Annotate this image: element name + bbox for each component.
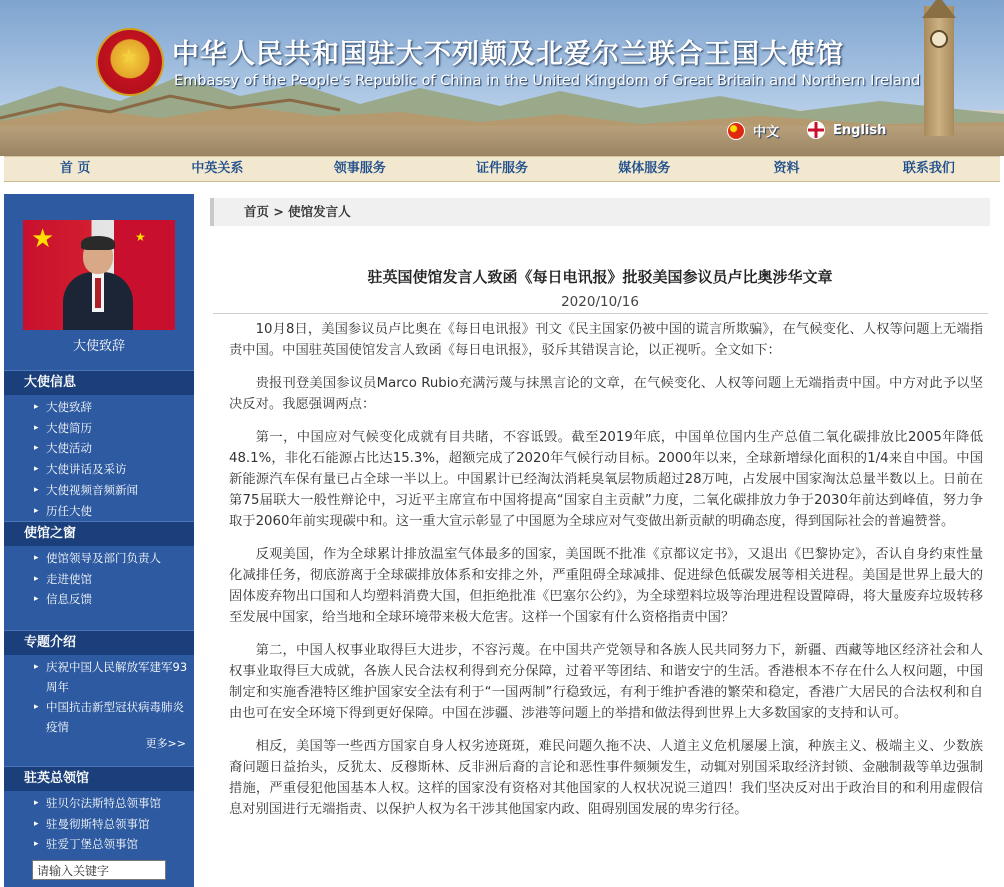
nav-media-services[interactable]: 媒体服务 (618, 161, 671, 176)
article-body (229, 319, 983, 832)
sidebar-item-embassy-leaders[interactable]: ▸ 使馆领导及部门负责人 (4, 548, 194, 569)
nav-document-services[interactable]: 证件服务 (475, 161, 528, 176)
sidebar-section-title: 驻英总领馆 (4, 766, 194, 791)
sidebar-item-ambassador-activities[interactable]: ▸ 大使活动 (4, 438, 194, 459)
main-nav (4, 156, 1000, 182)
sidebar-section-title: 使馆之窗 (4, 521, 194, 546)
ambassador-portrait (63, 238, 133, 330)
sidebar-section-ambassador-info (4, 370, 194, 521)
nav-contact-us[interactable]: 联系我们 (902, 161, 955, 176)
sidebar (4, 194, 194, 887)
search-input[interactable] (32, 860, 166, 880)
flag-star-icon: ★ (135, 230, 146, 244)
divider (213, 313, 988, 314)
article-paragraph: 10月8日，美国参议员卢比奥在《每日电讯报》刊文《民主国家仍被中国的谎言所欺骗》，在气候变化、人权等问题上无端指责中国。中国驻英国使馆发言人致函《每日电讯报》，驳斥其错误言论，以正视听。全文如下： (229, 322, 983, 358)
article-paragraph: 贵报刊登美国参议员Marco Rubio充满污蔑与抹黑言论的文章，在气候变化、人权等问题上无端指责中国。中方对此予以坚决反对。我愿强调两点： (229, 376, 983, 412)
breadcrumb[interactable]: 首页 > 使馆发言人 (210, 198, 990, 226)
article-title: 驻英国使馆发言人致函《每日电讯报》批驳美国参议员卢比奥涉华文章 (367, 268, 833, 286)
article-paragraph: 相反，美国等一些西方国家自身人权劣迹斑斑，难民问题久拖不决、人道主义危机屡屡上演，种族主义、极端主义、少数族裔问题日益抬头，反犹太、反穆斯林、反非洲后裔的言论和恶性事件频频发生，动辄对别国采取经济封锁、金融制裁等单边强制措施，严重侵犯他国基本人权。这样的国家没有资格对其他国家的人权状况说三道四！我们坚决反对出于政治目的和利用虚假信息对别国进行无端指责、以保护人权为名干涉其他国家内政、阻碍别国发展的卑劣行径。 (229, 739, 983, 817)
language-english-label: English (833, 122, 887, 138)
site-title: 中华人民共和国驻大不列颠及北爱尔兰联合王国大使馆 (172, 39, 844, 70)
language-english-link[interactable] (807, 121, 886, 139)
sidebar-section-title: 大使信息 (4, 370, 194, 395)
nav-resources[interactable]: 资料 (773, 161, 800, 176)
more-link[interactable]: 更多>> (145, 737, 186, 750)
sidebar-item-ambassador-speech[interactable]: ▸ 大使致辞 (4, 397, 194, 418)
site-subtitle: Embassy of the People's Republic of China in the United Kingdom of Great Britain and Northern Ireland (174, 73, 921, 89)
article-date: 2020/10/16 (561, 294, 639, 310)
article-paragraph: 第二，中国人权事业取得巨大进步，不容污蔑。在中国共产党领导和各族人民共同努力下，新疆、西藏等地区经济社会和人权事业取得巨大成就，各族人民合法权利得到充分保障，过着平等团结、和谐安宁的生活。香港根本不存在什么人权问题，中国制定和实施香港特区维护国家安全法有利于“一国两制”行稳致远，有利于维护香港的繁荣和稳定，香港广大居民的合法权利和自由也可在安全环境下得到更好保障。中国在涉疆、涉港等问题上的举措和做法得到世界上大多数国家的支持和认可。 (229, 643, 983, 721)
ambassador-speech-link[interactable]: 大使致辞 (72, 339, 125, 354)
language-chinese-link[interactable] (727, 121, 779, 140)
sidebar-section-consulates (4, 766, 194, 855)
nav-consular-services[interactable]: 领事服务 (333, 161, 386, 176)
sidebar-item-ambassador-speeches-interviews[interactable]: ▸ 大使讲话及采访 (4, 459, 194, 480)
sidebar-section-special-topics (4, 630, 194, 751)
national-emblem-icon: ★ (98, 30, 162, 94)
sidebar-item-former-ambassadors[interactable]: ▸ 历任大使 (4, 501, 194, 522)
sidebar-item-consulate-edinburgh[interactable]: ▸ 驻爱丁堡总领事馆 (4, 834, 194, 855)
article-paragraph: 反观美国，作为全球累计排放温室气体最多的国家，美国既不批准《京都议定书》，又退出《巴黎协定》，否认自身约束性量化减排任务，彻底游离于全球碳排放体系和安排之外，严重阻碍全球减排、促进绿色低碳发展等相关进程。美国是世界上最大的固体废弃物出口国和人均塑料消费大国，但拒绝批准《巴塞尔公约》，为全球塑料垃圾等治理进程设置障碍，将大量废弃垃圾转移至发展中国家，给当地和全球环境带来极大危害。这样一个国家有什么资格指责中国？ (229, 547, 983, 625)
sidebar-item-consulate-belfast[interactable]: ▸ 驻贝尔法斯特总领事馆 (4, 793, 194, 814)
flag-star-icon: ★ (31, 224, 55, 254)
article-paragraph: 第一，中国应对气候变化成就有目共睹，不容诋毁。截至2019年底，中国单位国内生产总值二氧化碳排放比2005年降低48.1%，非化石能源占比达15.3%，超额完成了2020年气候行动目标。2000年以来，全球新增绿化面积的1/4来自中国。中国新能源汽车保有量已占全球一半以上。中国累计已经淘汰消耗臭氧层物质超过28万吨，占发展中国家淘汰总量半数以上。日前在第75届联大一般性辩论中，习近平主席宣布中国将提高“国家自主贡献”力度，二氧化碳排放力争于2030年前达到峰值，努力争取于2060年前实现碳中和。这一重大宣示彰显了中国愿为全球应对气变做出新贡献的明确态度，得到国际社会的普遍赞誉。 (229, 430, 983, 529)
sidebar-section-embassy-window (4, 521, 194, 610)
sidebar-item-feedback[interactable]: ▸ 信息反馈 (4, 589, 194, 610)
site-header (0, 0, 1004, 156)
sidebar-item-visit-embassy[interactable]: ▸ 走进使馆 (4, 569, 194, 590)
china-flag-icon (727, 122, 745, 140)
big-ben-icon (924, 6, 954, 136)
ambassador-photo[interactable] (23, 220, 175, 330)
sidebar-item-consulate-manchester[interactable]: ▸ 驻曼彻斯特总领事馆 (4, 814, 194, 835)
nav-china-uk-relations[interactable]: 中英关系 (191, 161, 244, 176)
sidebar-item-topic-covid19[interactable]: ▸ 中国抗击新型冠状病毒肺炎疫情 (4, 697, 194, 737)
sidebar-item-topic-pla-anniversary[interactable]: ▸ 庆祝中国人民解放军建军93周年 (4, 657, 194, 697)
nav-home[interactable]: 首 页 (59, 161, 91, 176)
sidebar-section-title: 专题介绍 (4, 630, 194, 655)
language-chinese-label: 中文 (753, 125, 780, 140)
sidebar-item-ambassador-biography[interactable]: ▸ 大使简历 (4, 418, 194, 439)
uk-flag-icon (807, 121, 825, 139)
sidebar-item-ambassador-video-audio[interactable]: ▸ 大使视频音频新闻 (4, 480, 194, 501)
